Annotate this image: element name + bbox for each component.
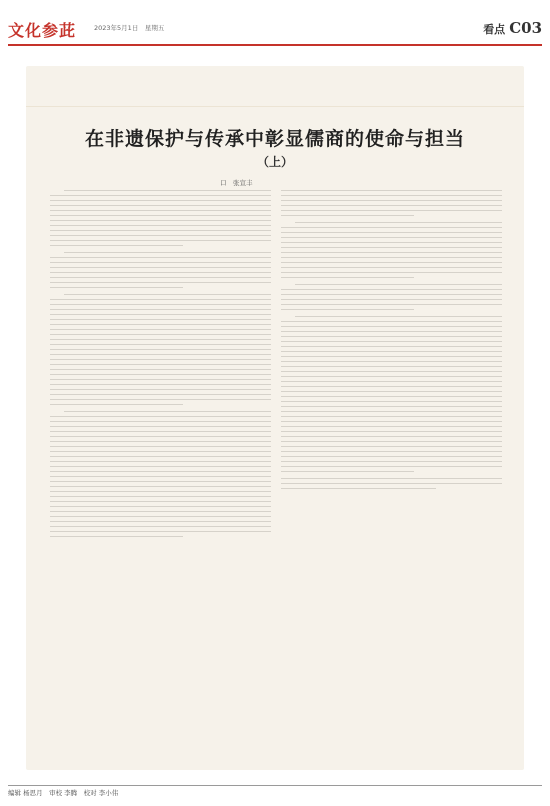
- article-column-right: [281, 190, 502, 493]
- editor-credits: 编辑 杨思月 审校 李腾 校对 李小伟: [8, 789, 119, 797]
- header-rule: [8, 44, 542, 46]
- decorative-band: [26, 66, 524, 107]
- section-page-number: [483, 19, 542, 37]
- unreadable-text-placeholder: [281, 284, 502, 310]
- unreadable-text-placeholder: [50, 252, 271, 288]
- unreadable-text-placeholder: [50, 411, 271, 537]
- unreadable-text-placeholder: [281, 222, 502, 278]
- unreadable-text-placeholder: [281, 190, 502, 216]
- footer-rule: [8, 785, 542, 786]
- issue-date: 2023年5月1日 星期五: [94, 24, 165, 32]
- unreadable-text-placeholder: [50, 294, 271, 405]
- article-column-left: [50, 190, 271, 543]
- article-byline: 口 张宣丰: [220, 179, 253, 187]
- section-label: 看点: [483, 23, 506, 36]
- newspaper-masthead: 文化参茈: [8, 21, 77, 40]
- page-code: C03: [509, 19, 542, 37]
- unreadable-text-placeholder: [281, 316, 502, 472]
- article-part-label: （上）: [256, 155, 293, 169]
- article-title: 在非遗保护与传承中彰显儒商的使命与担当: [84, 128, 465, 150]
- unreadable-text-placeholder: [281, 478, 502, 489]
- unreadable-text-placeholder: [50, 190, 271, 246]
